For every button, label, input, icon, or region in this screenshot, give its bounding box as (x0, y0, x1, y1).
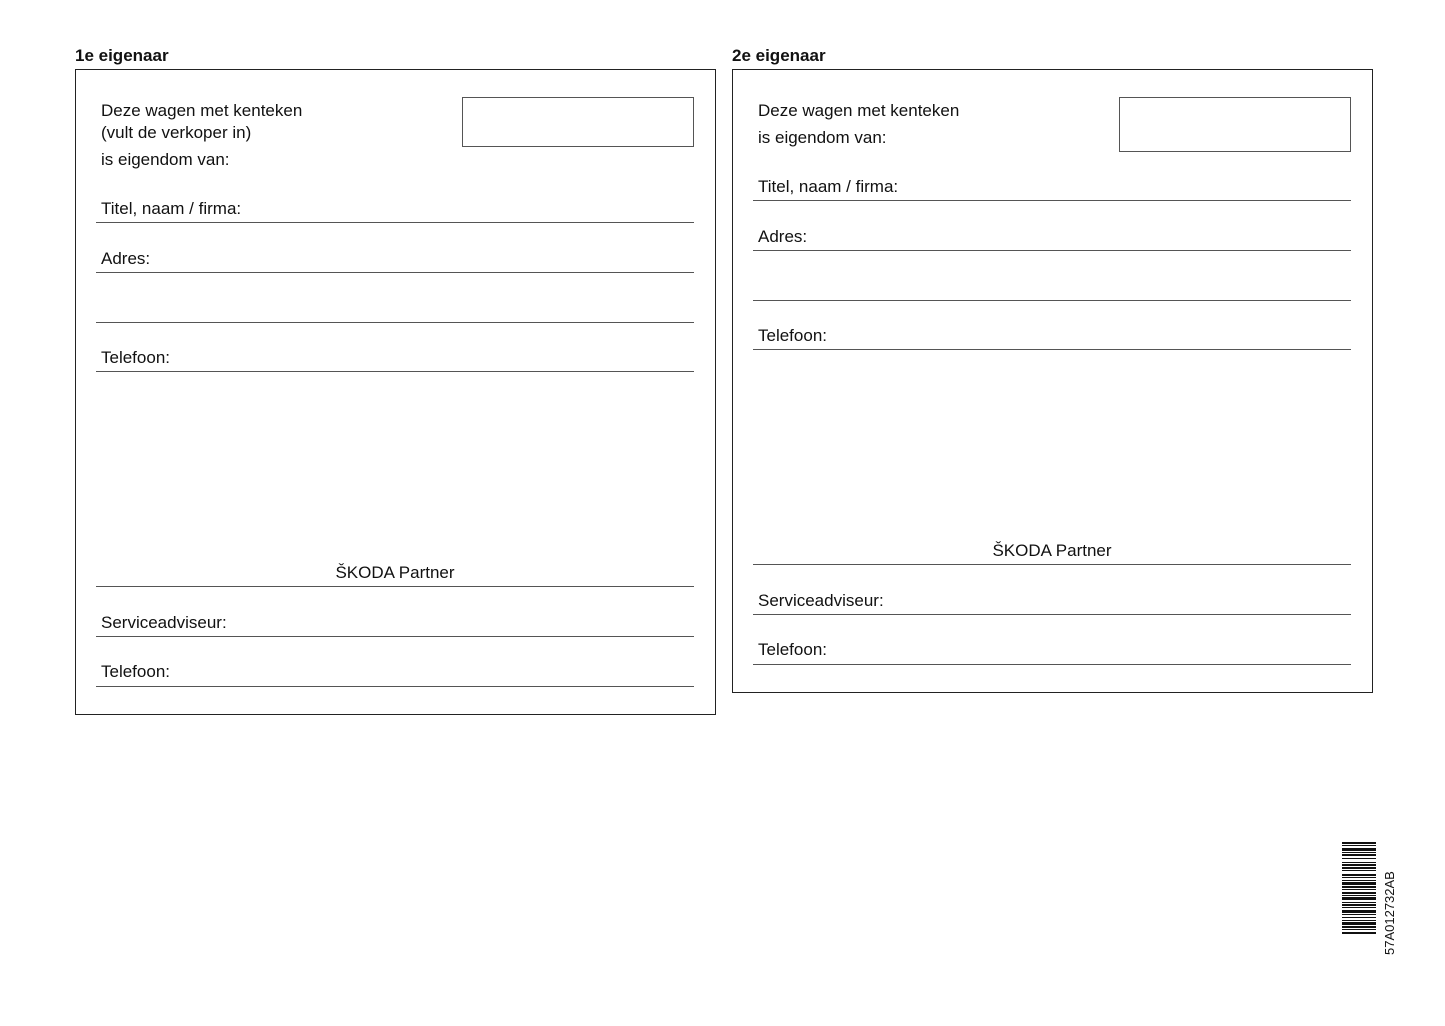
barcode-stripe (1342, 897, 1376, 900)
owner1-partner-label: ŠKODA Partner (335, 563, 455, 582)
barcode-stripe (1342, 917, 1376, 918)
barcode-stripe (1342, 880, 1376, 881)
owner2-partner-label: ŠKODA Partner (992, 541, 1112, 560)
barcode-stripe (1342, 874, 1376, 876)
barcode-stripe (1342, 932, 1376, 934)
owner1-phone-label: Telefoon: (101, 348, 170, 367)
owner1-address-line2[interactable] (96, 322, 694, 323)
barcode-stripe (1342, 842, 1376, 844)
owner2-intro-line1: Deze wagen met kenteken (758, 101, 960, 120)
owner1-advisor-line[interactable] (96, 636, 694, 637)
owner2-address-line1[interactable] (753, 250, 1351, 251)
owner1-intro-line1: Deze wagen met kenteken (101, 101, 303, 120)
barcode-stripe (1342, 892, 1376, 894)
barcode-stripe (1342, 882, 1376, 885)
barcode-number: 57A012732AB (1382, 871, 1397, 955)
barcode-stripe (1342, 895, 1376, 896)
owner2-heading: 2e eigenaar (732, 46, 826, 65)
barcode-stripe (1342, 902, 1376, 903)
owner2-advisor-phone-label: Telefoon: (758, 640, 827, 659)
barcode-stripe (1342, 858, 1376, 859)
owner2-partner-line[interactable] (753, 564, 1351, 565)
owner1-advisor-label: Serviceadviseur: (101, 613, 227, 632)
owner1-advisor-phone-line[interactable] (96, 686, 694, 687)
barcode-stripe (1342, 852, 1376, 853)
barcode-stripe (1342, 854, 1376, 856)
barcode-stripe (1342, 907, 1376, 908)
owner2-name-label: Titel, naam / firma: (758, 177, 899, 196)
barcode-stripe (1342, 904, 1376, 906)
barcode-stripe (1342, 877, 1376, 878)
barcode-stripe (1342, 864, 1376, 866)
barcode-stripe (1342, 870, 1376, 871)
barcode-stripe (1342, 848, 1376, 851)
owner2-name-line[interactable] (753, 200, 1351, 201)
barcode-stripe (1342, 886, 1376, 888)
barcode-stripe (1342, 862, 1376, 863)
owner2-advisor-label: Serviceadviseur: (758, 591, 884, 610)
owner2-advisor-phone-line[interactable] (753, 664, 1351, 665)
barcode-stripe (1342, 914, 1376, 915)
owner2-license-plate-field[interactable] (1119, 97, 1351, 152)
barcode (1342, 842, 1376, 978)
owner1-heading: 1e eigenaar (75, 46, 169, 65)
owner1-advisor-phone-label: Telefoon: (101, 662, 170, 681)
owner2-advisor-line[interactable] (753, 614, 1351, 615)
barcode-stripe (1342, 926, 1376, 928)
owner1-phone-line[interactable] (96, 371, 694, 372)
owner2-address-line2[interactable] (753, 300, 1351, 301)
barcode-stripe (1342, 845, 1376, 846)
owner2-phone-line[interactable] (753, 349, 1351, 350)
barcode-stripe (1342, 929, 1376, 930)
owner1-name-line[interactable] (96, 222, 694, 223)
owner1-license-plate-field[interactable] (462, 97, 694, 147)
owner1-name-label: Titel, naam / firma: (101, 199, 242, 218)
owner2-intro-line2: is eigendom van: (758, 128, 887, 147)
owner1-intro-line2: (vult de verkoper in) (101, 123, 252, 142)
owner1-address-line1[interactable] (96, 272, 694, 273)
owner1-intro-line3: is eigendom van: (101, 150, 230, 169)
owner2-phone-label: Telefoon: (758, 326, 827, 345)
owner1-address-label: Adres: (101, 249, 151, 268)
barcode-stripe (1342, 910, 1376, 913)
barcode-stripe (1342, 867, 1376, 869)
owner1-partner-line[interactable] (96, 586, 694, 587)
barcode-stripe (1342, 889, 1376, 890)
barcode-stripe (1342, 920, 1376, 921)
barcode-stripe (1342, 922, 1376, 925)
owner2-address-label: Adres: (758, 227, 808, 246)
